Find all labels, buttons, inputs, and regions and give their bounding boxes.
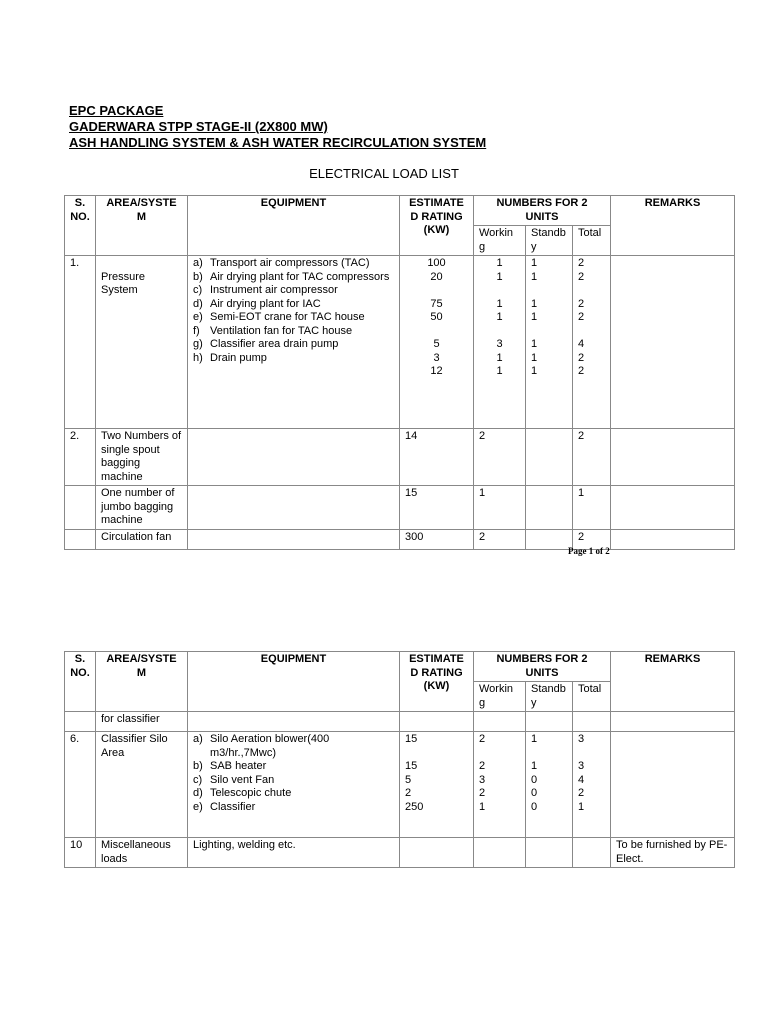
row-rating (400, 732, 474, 838)
equipment-letter: h) (193, 351, 203, 364)
standby-value: 1 (531, 365, 538, 377)
table-row (65, 486, 735, 530)
row-standby (526, 838, 573, 868)
col-sno-header: S. NO. (65, 196, 96, 256)
rating-value (405, 325, 468, 339)
row-working (474, 732, 526, 838)
row-remarks: To be furnished by PE-Elect. (611, 838, 735, 868)
total-value: 3 (578, 760, 585, 772)
working-value (479, 325, 520, 339)
row-total (573, 256, 611, 429)
equipment-text: Silo vent Fan (210, 773, 275, 786)
row-standby (526, 732, 573, 838)
row-sno: 10 (65, 838, 96, 868)
row-standby (526, 429, 573, 486)
row-total: 1 (573, 486, 611, 530)
equipment-letter: c) (193, 773, 203, 786)
col-standby-header: Standb y (526, 226, 573, 256)
row-sno (65, 486, 96, 530)
standby-value: 1 (531, 311, 538, 323)
equipment-letter: d) (193, 297, 203, 310)
standby-value: 0 (531, 773, 538, 786)
equipment-item (193, 338, 394, 352)
table-row (65, 732, 735, 838)
working-value: 1 (496, 257, 503, 269)
rating-value: 250 (405, 800, 424, 813)
total-value: 2 (578, 311, 585, 323)
total-value: 2 (578, 365, 585, 377)
equipment-text: Drain pump (210, 351, 267, 364)
row-standby (526, 486, 573, 530)
standby-value: 0 (531, 787, 538, 799)
col-area-header: AREA/SYSTE M (96, 196, 188, 256)
row-equipment-list (188, 732, 400, 838)
row-area: for classifier (96, 712, 188, 732)
equipment-item (193, 774, 394, 788)
equipment-text: Silo Aeration blower(400 m3/hr.,7Mwc) (210, 733, 330, 759)
row-area: Classifier Silo Area (96, 732, 188, 838)
equipment-text: Classifier area drain pump (210, 338, 339, 350)
row-equipment: Lighting, welding etc. (188, 838, 400, 868)
row-remarks (611, 529, 735, 549)
standby-value (531, 284, 567, 298)
col-numbers-header: NUMBERS FOR 2 UNITS (474, 196, 611, 226)
rating-value: 3 (433, 351, 440, 364)
equipment-item (193, 298, 394, 312)
row-equipment (188, 429, 400, 486)
standby-value (531, 325, 567, 339)
standby-value: 1 (531, 760, 538, 772)
header-line-2: GADERWARA STPP STAGE-II (2X800 MW) (69, 119, 328, 134)
standby-value: 1 (531, 351, 538, 364)
working-value: 1 (479, 800, 486, 813)
col-sno-header: S. NO. (65, 652, 96, 712)
document-title (0, 166, 768, 181)
row-rating: 14 (400, 429, 474, 486)
table-row (65, 256, 735, 429)
total-value: 2 (578, 270, 585, 283)
total-value: 2 (578, 257, 585, 269)
row-working: 2 (474, 529, 526, 549)
total-value: 3 (578, 733, 585, 745)
rating-value: 15 (405, 733, 418, 745)
row-total (573, 732, 611, 838)
total-value (578, 747, 605, 761)
working-value: 3 (496, 338, 503, 350)
equipment-letter: g) (193, 338, 203, 350)
rating-value (405, 747, 468, 761)
equipment-item (193, 325, 394, 339)
working-value: 1 (496, 297, 503, 310)
rating-value: 5 (433, 338, 440, 350)
equipment-letter: b) (193, 760, 203, 772)
total-value: 1 (578, 800, 585, 813)
row-sno: 1. (65, 256, 96, 429)
row-rating (400, 712, 474, 732)
col-rating-header: ESTIMATE D RATING (KW) (400, 196, 474, 256)
total-value: 2 (578, 351, 585, 364)
equipment-item (193, 801, 394, 815)
equipment-item (193, 257, 394, 271)
equipment-text: SAB heater (210, 760, 267, 772)
standby-value: 0 (531, 800, 538, 813)
equipment-item (193, 352, 394, 366)
row-sno (65, 529, 96, 549)
working-value: 1 (496, 365, 503, 377)
total-value (578, 325, 605, 339)
row-working: 2 (474, 429, 526, 486)
equipment-text: Air drying plant for TAC compressors (210, 270, 390, 283)
total-value: 4 (578, 338, 585, 350)
equipment-text: Air drying plant for IAC (210, 297, 321, 310)
rating-value: 2 (405, 787, 412, 799)
rating-value: 75 (430, 297, 443, 310)
equipment-text: Semi-EOT crane for TAC house (210, 311, 365, 323)
row-working (474, 256, 526, 429)
total-value (578, 284, 605, 298)
col-area-header: AREA/SYSTE M (96, 652, 188, 712)
equipment-letter: e) (193, 800, 203, 813)
equipment-letter: c) (193, 284, 203, 296)
col-remarks-header: REMARKS (611, 652, 735, 712)
equipment-text: Telescopic chute (210, 787, 292, 799)
row-area (96, 256, 188, 429)
working-value: 1 (496, 311, 503, 323)
row-standby (526, 712, 573, 732)
rating-value: 100 (427, 257, 446, 269)
equipment-letter: a) (193, 257, 203, 269)
standby-value: 1 (531, 270, 538, 283)
row-total (573, 838, 611, 868)
equipment-letter: e) (193, 311, 203, 323)
total-value: 4 (578, 773, 585, 786)
row-area: One number of jumbo bagging machine (96, 486, 188, 530)
working-value: 2 (479, 733, 486, 745)
table-row (65, 429, 735, 486)
rating-value: 20 (430, 270, 443, 283)
row-remarks (611, 429, 735, 486)
equipment-item (193, 733, 394, 760)
rating-value: 50 (430, 311, 443, 323)
col-total-header: Total (573, 226, 611, 256)
equipment-letter: b) (193, 270, 203, 283)
col-equipment-header: EQUIPMENT (188, 652, 400, 712)
col-standby-header: Standb y (526, 682, 573, 712)
row-working (474, 838, 526, 868)
equipment-letter: d) (193, 787, 203, 799)
row-equipment (188, 486, 400, 530)
rating-value: 5 (405, 773, 412, 786)
row-area: Circulation fan (96, 529, 188, 549)
working-value: 1 (496, 351, 503, 364)
working-value: 1 (496, 270, 503, 283)
row-area-text: Pressure System (101, 270, 146, 296)
col-working-header: Workin g (474, 682, 526, 712)
table-row (65, 838, 735, 868)
row-working: 1 (474, 486, 526, 530)
standby-value: 1 (531, 338, 538, 350)
col-numbers-header: NUMBERS FOR 2 UNITS (474, 652, 611, 682)
equipment-list (193, 733, 394, 814)
equipment-item (193, 311, 394, 325)
page-number: Page 1 of 2 (568, 546, 610, 556)
row-equipment (188, 529, 400, 549)
row-sno: 2. (65, 429, 96, 486)
equipment-text: Ventilation fan for TAC house (210, 324, 353, 337)
rating-value: 15 (405, 760, 418, 772)
row-rating (400, 838, 474, 868)
equipment-text: Classifier (210, 800, 256, 813)
table-row (65, 529, 735, 549)
equipment-item (193, 787, 394, 801)
row-standby (526, 256, 573, 429)
row-remarks (611, 712, 735, 732)
row-sno (65, 712, 96, 732)
standby-value: 1 (531, 733, 538, 745)
working-value (479, 284, 520, 298)
document-title-text: ELECTRICAL LOAD LIST (309, 166, 459, 181)
load-table-page-2 (64, 651, 735, 868)
col-equipment-header: EQUIPMENT (188, 196, 400, 256)
row-rating: 15 (400, 486, 474, 530)
rating-value: 12 (430, 365, 443, 377)
row-rating (400, 256, 474, 429)
header-line-1: EPC PACKAGE (69, 103, 164, 118)
row-total: 2 (573, 529, 611, 549)
standby-value: 1 (531, 297, 538, 310)
row-total: 2 (573, 429, 611, 486)
row-standby (526, 529, 573, 549)
row-area: Miscellaneous loads (96, 838, 188, 868)
row-working (474, 712, 526, 732)
header-line-3: ASH HANDLING SYSTEM & ASH WATER RECIRCULATION SYSTEM (69, 135, 487, 150)
equipment-text: Instrument air compressor (210, 284, 338, 296)
row-area: Two Numbers of single spout bagging machine (96, 429, 188, 486)
total-value: 2 (578, 297, 585, 310)
equipment-item (193, 760, 394, 774)
equipment-text: Transport air compressors (TAC) (210, 257, 370, 269)
col-rating-header: ESTIMATE D RATING (KW) (400, 652, 474, 712)
equipment-list (193, 257, 394, 365)
row-equipment-list (188, 256, 400, 429)
row-total (573, 712, 611, 732)
standby-value (531, 747, 567, 761)
row-sno: 6. (65, 732, 96, 838)
equipment-item (193, 271, 394, 285)
working-value: 3 (479, 773, 486, 786)
row-remarks (611, 256, 735, 429)
equipment-letter: a) (193, 733, 203, 745)
row-rating: 300 (400, 529, 474, 549)
working-value: 2 (479, 787, 486, 799)
col-working-header: Workin g (474, 226, 526, 256)
rating-value (405, 284, 468, 298)
table-row (65, 712, 735, 732)
col-remarks-header: REMARKS (611, 196, 735, 256)
equipment-letter: f) (193, 324, 200, 337)
working-value: 2 (479, 760, 486, 772)
col-total-header: Total (573, 682, 611, 712)
total-value: 2 (578, 787, 585, 799)
working-value (479, 747, 520, 761)
row-remarks (611, 732, 735, 838)
standby-value: 1 (531, 257, 538, 269)
load-table-page-1 (64, 195, 735, 550)
equipment-item (193, 284, 394, 298)
row-equipment (188, 712, 400, 732)
row-remarks (611, 486, 735, 530)
